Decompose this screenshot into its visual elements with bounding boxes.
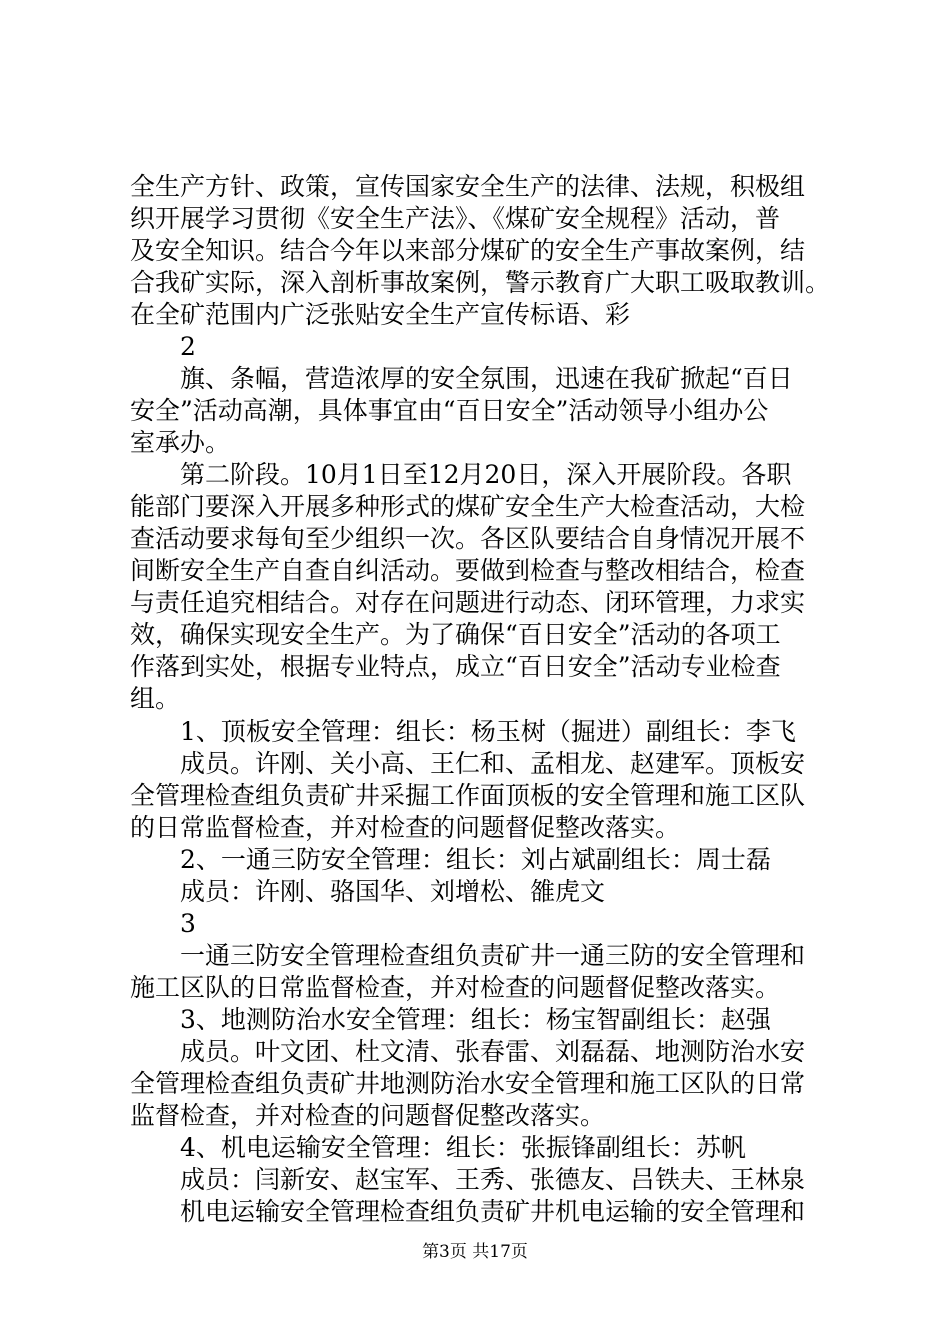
text-line: 查活动要求每旬至少组织一次。各区队要结合自身情况开展不 xyxy=(130,524,806,553)
text-line: 安全”活动高潮，具体事宜由“百日安全”活动领导小组办公 xyxy=(130,396,769,425)
text-line: 机电运输安全管理检查组负责矿井机电运输的安全管理和 xyxy=(180,1197,806,1226)
text-line: 旗、条幅，营造浓厚的安全氛围，迅速在我矿掀起“百日 xyxy=(180,364,793,393)
text-line: 组。 xyxy=(130,684,181,713)
text-line: 间断安全生产自查自纠活动。要做到检查与整改相结合，检查 xyxy=(130,556,806,585)
text-line: 与责任追究相结合。对存在问题进行动态、闭环管理，力求实 xyxy=(130,588,806,617)
text-line: 作落到实处，根据专业特点，成立“百日安全”活动专业检查 xyxy=(130,652,781,681)
text-line: 第二阶段。10月1日至12月20日，深入开展阶段。各职 xyxy=(180,460,792,489)
text-line: 全管理检查组负责矿井采掘工作面顶板的安全管理和施工区队 xyxy=(130,781,806,810)
page-number-marker: 3 xyxy=(180,909,196,938)
text-line: 的日常监督检查，并对检查的问题督促整改落实。 xyxy=(130,813,681,842)
text-line: 3、地测防治水安全管理：组长：杨宝智副组长：赵强 xyxy=(180,1005,771,1034)
text-line: 在全矿范围内广泛张贴安全生产宣传标语、彩 xyxy=(130,300,631,329)
text-line: 4、机电运输安全管理：组长：张振锋副组长：苏帆 xyxy=(180,1133,746,1162)
page-footer: 第3页 共17页 xyxy=(422,1242,528,1262)
text-line: 织开展学习贯彻《安全生产法》、《煤矿安全规程》活动，普 xyxy=(130,204,781,233)
text-line: 成员：许刚、骆国华、刘增松、雒虎文 xyxy=(180,877,606,906)
text-line: 效，确保实现安全生产。为了确保“百日安全”活动的各项工 xyxy=(130,620,781,649)
text-line: 成员：闫新安、赵宝军、王秀、张德友、吕铁夫、王林泉 xyxy=(180,1165,806,1194)
text-line: 2、一通三防安全管理：组长：刘占斌副组长：周士磊 xyxy=(180,845,771,874)
page-number-marker: 2 xyxy=(180,332,196,361)
text-line: 全管理检查组负责矿井地测防治水安全管理和施工区队的日常 xyxy=(130,1069,806,1098)
text-line: 室承办。 xyxy=(130,428,231,457)
text-line: 成员。叶文团、杜文清、张春雷、刘磊磊、地测防治水安 xyxy=(180,1037,806,1066)
text-line: 成员。许刚、关小高、王仁和、孟相龙、赵建军。顶板安 xyxy=(180,749,806,778)
text-line: 1、顶板安全管理：组长：杨玉树（掘进）副组长：李飞 xyxy=(180,717,796,746)
text-line: 全生产方针、政策，宣传国家安全生产的法律、法规，积极组 xyxy=(130,172,806,201)
text-line: 监督检查，并对检查的问题督促整改落实。 xyxy=(130,1101,606,1130)
text-line: 施工区队的日常监督检查，并对检查的问题督促整改落实。 xyxy=(130,973,781,1002)
text-line: 能部门要深入开展多种形式的煤矿安全生产大检查活动，大检 xyxy=(130,492,806,521)
text-line: 及安全知识。结合今年以来部分煤矿的安全生产事故案例，结 xyxy=(130,236,806,265)
text-line: 一通三防安全管理检查组负责矿井一通三防的安全管理和 xyxy=(180,941,806,970)
text-line: 合我矿实际，深入剖析事故案例，警示教育广大职工吸取教训。 xyxy=(130,268,831,297)
